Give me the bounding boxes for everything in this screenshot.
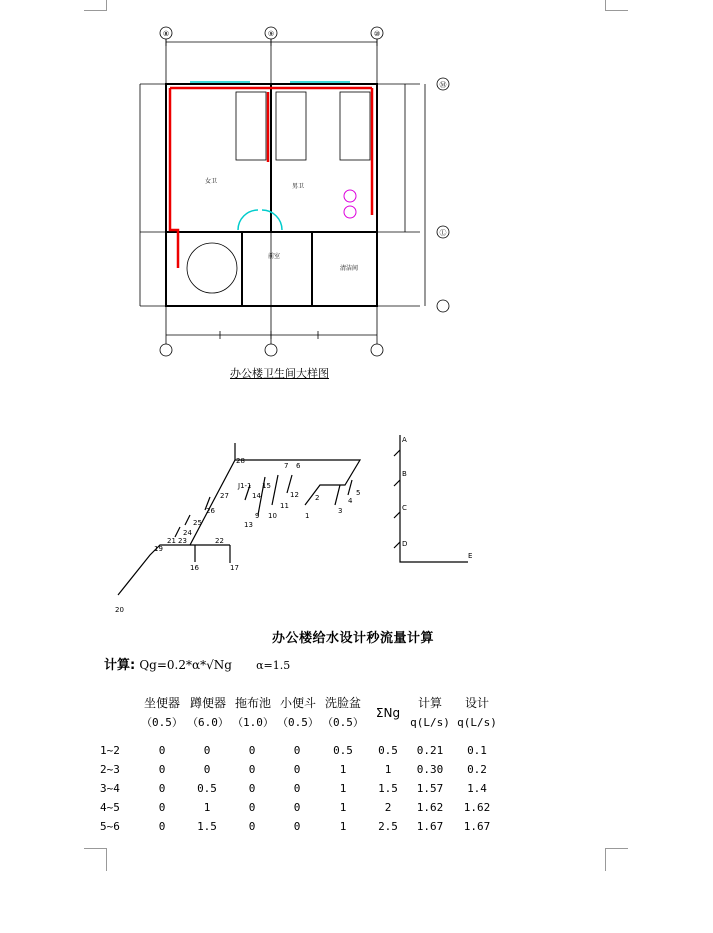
axis-label-m: Ⓜ — [439, 81, 447, 89]
column-header: 计算 q(L/s) — [410, 696, 450, 729]
table-cell: 0.1 — [467, 744, 487, 757]
table-cell: 0.5 — [378, 744, 398, 757]
riser-label-c: C — [402, 504, 407, 512]
floor-plan-drawing — [0, 0, 713, 370]
table-cell: 1 — [339, 801, 347, 814]
formula-label: 计算: — [104, 658, 136, 673]
table-cell: 1.5 — [197, 820, 217, 833]
table-cell: 0.5 — [333, 744, 353, 757]
node-label: 7 — [284, 462, 289, 470]
room-label-4: 清洁间 — [340, 265, 359, 272]
table-cell: 0 — [248, 782, 256, 795]
table-cell: 0 — [158, 763, 166, 776]
table-cell: 2 — [384, 801, 392, 814]
node-label: 21 — [167, 537, 176, 545]
column-header: 坐便器 （0.5） — [141, 696, 183, 729]
node-label: 5 — [356, 489, 361, 497]
riser-label-d: D — [402, 540, 408, 548]
table-cell: 0.2 — [467, 763, 487, 776]
table-cell: 0 — [158, 820, 166, 833]
table-cell: 1 — [339, 763, 347, 776]
table-cell: 1.4 — [467, 782, 487, 795]
table-cell: 0 — [293, 782, 301, 795]
table-cell: 1.67 — [463, 820, 491, 833]
formula-line — [104, 654, 290, 673]
row-label: 1~2 — [100, 744, 120, 757]
table-cell: 0 — [248, 763, 256, 776]
node-label: 9 — [255, 512, 260, 520]
table-cell: 0.5 — [197, 782, 217, 795]
table-cell: 0.30 — [416, 763, 444, 776]
node-label: 28 — [236, 457, 245, 465]
table-cell: 0 — [293, 744, 301, 757]
drawing-title: 办公楼卫生间大样图 — [230, 367, 329, 380]
node-label: 26 — [206, 507, 215, 515]
row-label: 4~5 — [100, 801, 120, 814]
table-cell: 0.21 — [416, 744, 444, 757]
table-cell: 0 — [248, 744, 256, 757]
column-header: 洗脸盆 （0.5） — [322, 696, 364, 729]
riser-label-a: A — [402, 436, 407, 444]
axis-label-9: ⑨ — [267, 30, 275, 38]
table-cell: 0 — [158, 801, 166, 814]
table-cell: 1.62 — [416, 801, 444, 814]
table-cell: 1 — [339, 782, 347, 795]
column-header: ΣNg — [375, 706, 401, 720]
node-label: 25 — [193, 519, 202, 527]
table-cell: 1 — [203, 801, 211, 814]
axis-label-8: ⑧ — [162, 30, 170, 38]
riser-label-b: B — [402, 470, 407, 478]
table-cell: 0 — [203, 763, 211, 776]
node-label: 16 — [190, 564, 199, 572]
table-cell: 0 — [293, 820, 301, 833]
crop-mark-bottom-left — [84, 848, 107, 871]
room-label-1: 女卫 — [205, 178, 218, 185]
table-cell: 1 — [384, 763, 392, 776]
row-label: 5~6 — [100, 820, 120, 833]
node-label: 1 — [305, 512, 310, 520]
node-label: 2 — [315, 494, 320, 502]
table-cell: 1 — [339, 820, 347, 833]
node-label: 24 — [183, 529, 192, 537]
node-label: 27 — [220, 492, 229, 500]
table-cell: 1.62 — [463, 801, 491, 814]
column-header: 小便斗 （0.5） — [277, 696, 319, 729]
axis-label-10: ⑩ — [373, 30, 381, 38]
node-label: 15 — [262, 482, 271, 490]
node-label: 17 — [230, 564, 239, 572]
room-label-2: 男卫 — [292, 183, 305, 190]
row-label: 2~3 — [100, 763, 120, 776]
node-label: 20 — [115, 606, 124, 614]
node-label: 23 — [178, 537, 187, 545]
axis-label-l: Ⓛ — [439, 229, 447, 237]
table-cell: 0 — [293, 801, 301, 814]
node-label: J1-1 — [238, 482, 252, 490]
isometric-pipe-diagram — [0, 405, 713, 635]
column-header: 设计 q(L/s) — [457, 696, 497, 729]
node-label: 22 — [215, 537, 224, 545]
row-label: 3~4 — [100, 782, 120, 795]
crop-mark-bottom-right — [605, 848, 628, 871]
alpha-value: α=1.5 — [256, 659, 291, 672]
table-cell: 0 — [203, 744, 211, 757]
table-cell: 1.57 — [416, 782, 444, 795]
calc-title: 办公楼给水设计秒流量计算 — [272, 631, 435, 646]
column-header: 拖布池 （1.0） — [232, 696, 274, 729]
node-label: 4 — [348, 497, 353, 505]
table-cell: 0 — [158, 782, 166, 795]
node-label: 3 — [338, 507, 343, 515]
node-label: 11 — [280, 502, 289, 510]
table-cell: 1.5 — [378, 782, 398, 795]
room-label-3: 前室 — [268, 253, 281, 260]
node-label: 10 — [268, 512, 277, 520]
riser-diagram — [380, 430, 500, 570]
node-label: 14 — [252, 492, 261, 500]
node-label: 12 — [290, 491, 299, 499]
node-label: 6 — [296, 462, 301, 470]
table-cell: 1.67 — [416, 820, 444, 833]
table-cell: 0 — [158, 744, 166, 757]
table-cell: 0 — [248, 820, 256, 833]
table-cell: 0 — [248, 801, 256, 814]
table-cell: 2.5 — [378, 820, 398, 833]
column-header: 蹲便器 （6.0） — [187, 696, 229, 729]
riser-label-e: E — [468, 552, 473, 560]
node-label: 19 — [154, 545, 163, 553]
node-label: 13 — [244, 521, 253, 529]
formula-expression: Qg=0.2*α*√Ng — [139, 658, 232, 672]
table-cell: 0 — [293, 763, 301, 776]
